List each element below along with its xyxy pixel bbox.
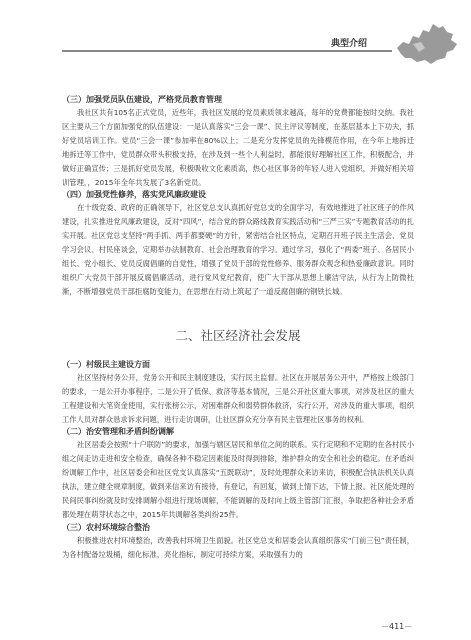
body-paragraph: 在十级党委、政府的正确领导下，社区党总支认真抓好党总支的全面学习，有效地推进了社区班子的作风建设，扎实推进党风廉政建设，反对“四风”，结合党的群众路线教育实践活动和“三严三实”专题教育活动的扎实开展。社区党总支坚持“两手抓、两手都要硬”的方针，紧密结合社区特点，定期召开班子民主生活会、党员学习会议、村民座谈会，定期举办法制教育、社会治理教育的学习。通过学习，强化了“两委”班子、各居民小组长、党小组长、党员反腐倡廉的自觉性，增强了党员干部的党性修养、服务群众观念和热爱廉政意识。同时组织广大党员干部开展反腐倡廉活动，进行党风党纪教育，使广大干部从思想上廉洁守法，从行为上防微杜渐，不断增强党员干部拒腐防变能力，在思想在行动上筑起了一道反腐倡廉的钢铁长城。	[62, 203, 414, 296]
subsection-heading: （二）治安管理和矛盾纠纷调解	[62, 427, 174, 437]
body-paragraph: 社区坚持村务公开，党务公开和民主制度建设，实行民主监督。社区在开展居务公开中，严格按上级部门的要求，一是公开办事程序，二是公开了低保、救济等基本情况，三是公开社区重大事项，对涉及社区的重大工程建设和大笔资金使用，实行张榜公示，对困难群众和弱势群体救济，实行公开，对涉及的重大事项，组织工作人员对群众恳求诉求问题，进行走访调研，让社区群众充分享有民主管理社区事务的权利。	[62, 372, 414, 424]
document-body	[62, 94, 414, 562]
subsection-heading: （三）加强党员队伍建设，严格党员教育管理	[62, 95, 222, 104]
body-paragraph: 积极推进农村环境整治，改善我村环境卫生面貌。社区党总支和居委会认真组织落实“门前三包”责任制，为各村配备垃圾桶，细化标准，亮化指标，制定可持续方案，采取强有力的	[62, 535, 414, 559]
subsection-heading: （三）农村环境综合整治	[62, 522, 150, 532]
subsection-heading: （四）加强党性修养，落实党风廉政建设	[62, 190, 206, 200]
map-silhouette-icon	[391, 18, 461, 68]
section-title: 二、社区经济社会发展	[175, 327, 301, 343]
subsection-heading: （一）村级民主建设方面	[62, 359, 150, 369]
body-paragraph: 我社区共有105名正式党员，近些年，我社区发展的党员素质领求越高，每年的党费都能按时交纳。我社区主要从三个方面加强党的队伍建设：一是认真落实“三会一课”、民主评议等制度，在基层基本上下功夫，抓好党员培训工作。党员“三会一课”参加率在80%以上；二是充分发挥党员的先锋模范作用，在今年上地拆迁地拆迁等工作中，党员群众带头积极支持，在涉及到一些个人利益时，都能很好理解社区工作，积极配合，并做好正确宣传；三是抓好党员发展，积极吸收文化素质高，热心社区事务的年轻人进入党组织，并做好相关培训管理，，2015年全年共发展了3名新党员。	[62, 108, 414, 187]
page-number: －411－	[381, 622, 413, 631]
running-header: 典型介绍	[331, 39, 368, 49]
body-paragraph: 社区居委会按照“十户联防”的要求，加强与辖区居民和单位之间的联系。实行定期和不定期的在各村民小组之间走访走进和安全检查，确保各种不稳定因素能及时得到排除，维护群众的安全和社会的稳定。在矛盾纠纷调解工作中，社区居委会和社区党支认真落实“五既联动”，及时处理群众来访来访，积极配合执法机关认真执法，建立健全规章制度，做到来信来访有接待，有登记，有回复，做到上情下达，下情上报。社区能处理的民间民事纠纷就及时安排调解小组进行现场调解，不能调解的及时向上级主管部门汇报，争取把各种社会矛盾都处理在萌芽状态之中，2015年共调解各类纠纷25件。	[62, 440, 414, 519]
header-rule	[62, 50, 392, 52]
